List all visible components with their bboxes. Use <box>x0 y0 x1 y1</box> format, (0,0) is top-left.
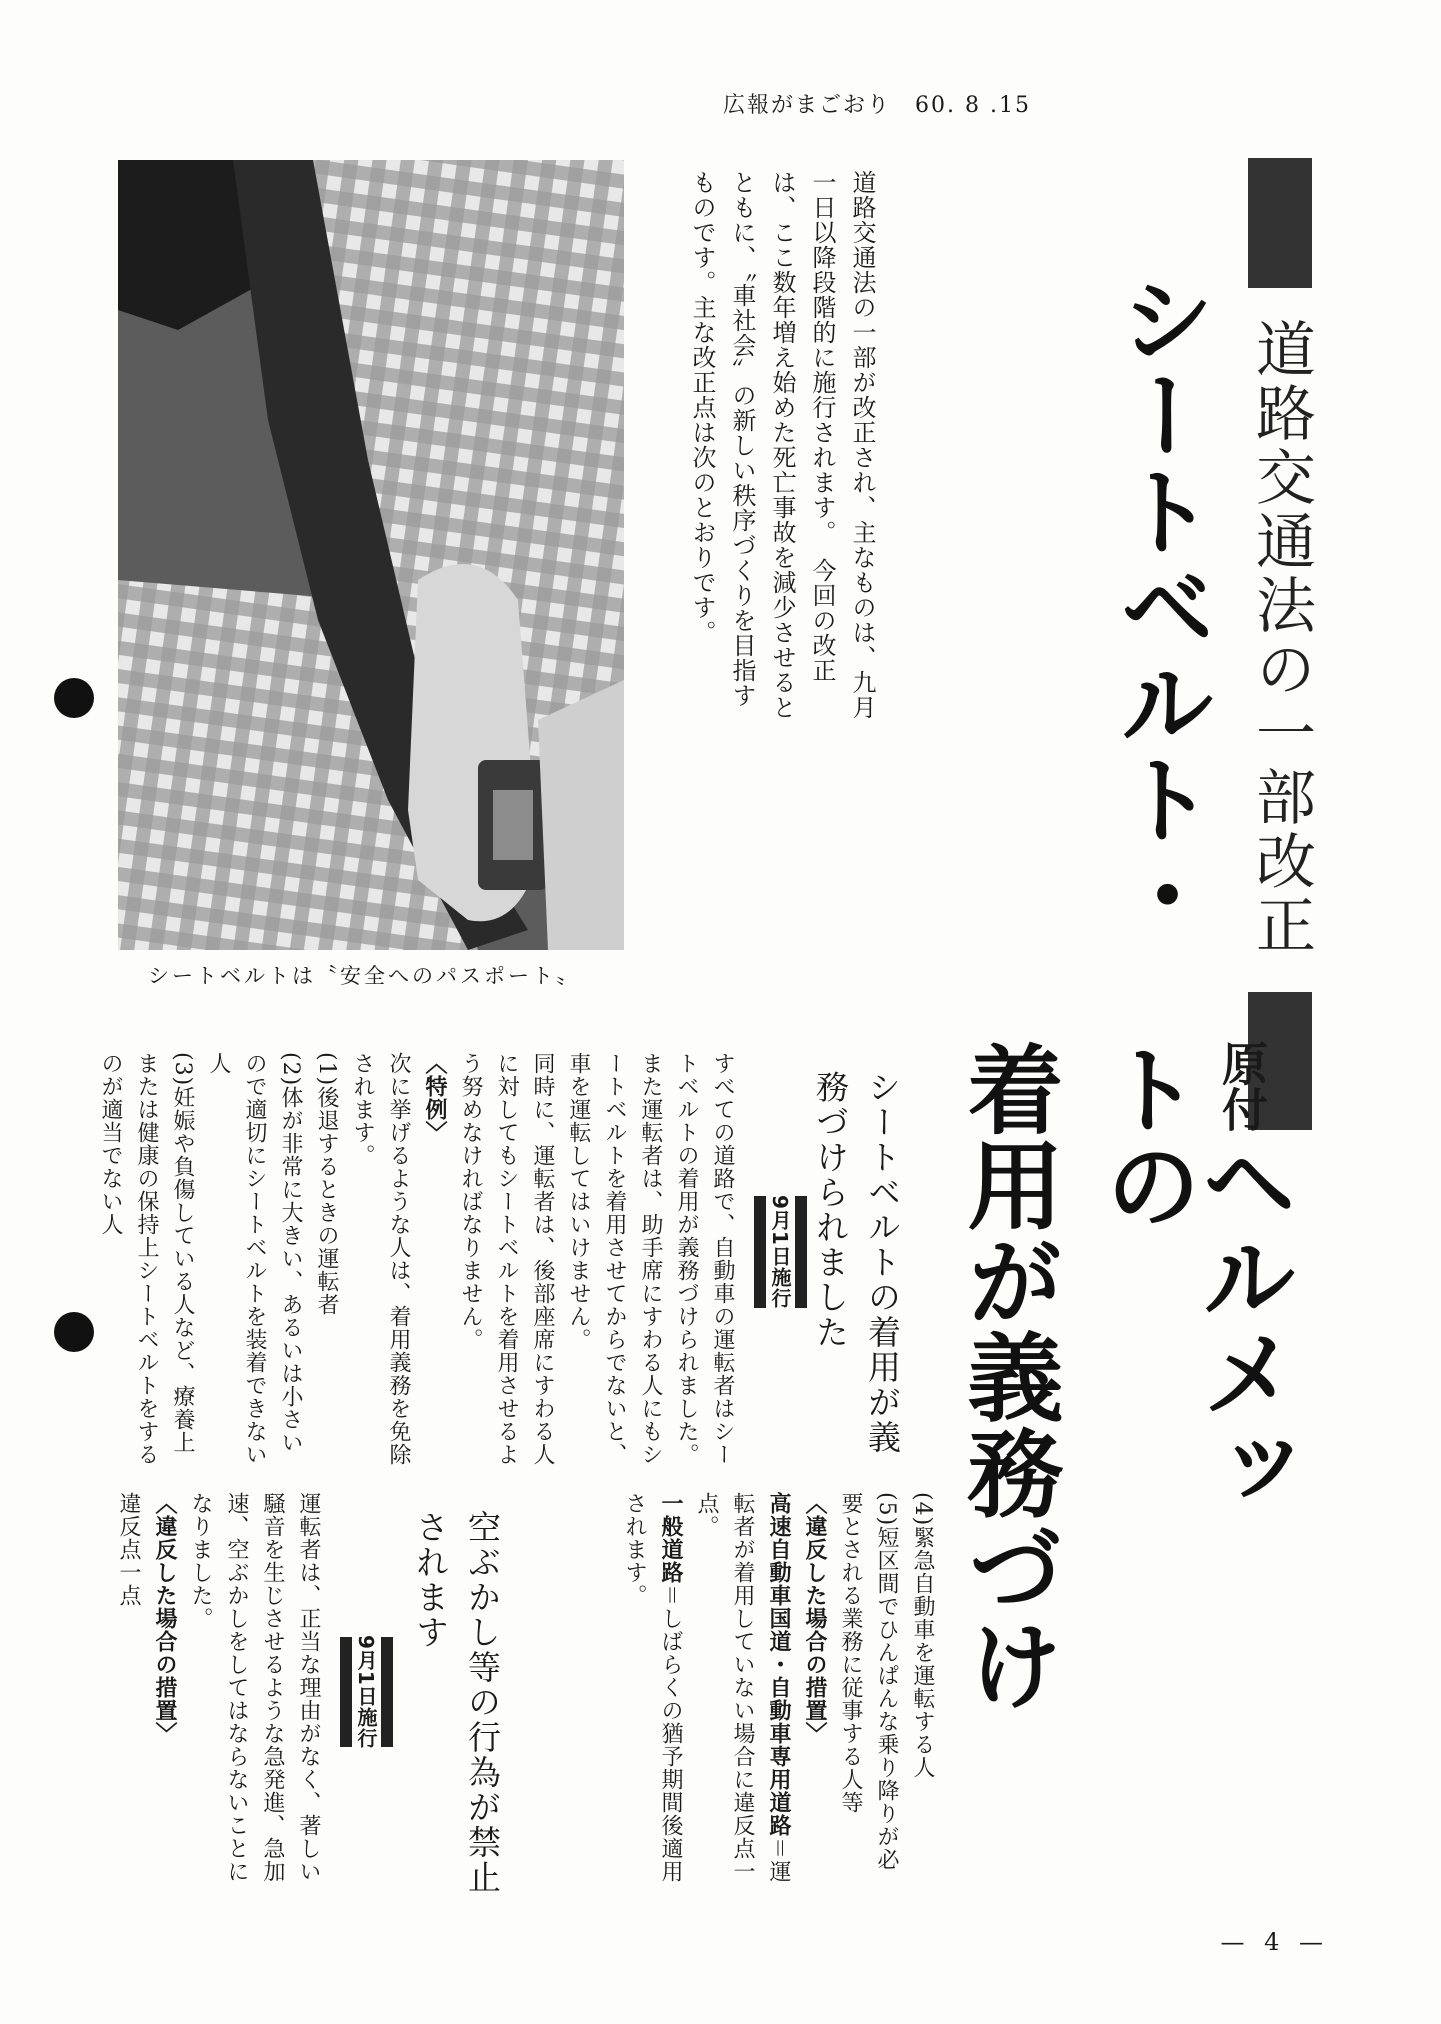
section2-violation: 違反点一点 <box>116 1492 141 1607</box>
section2-heading: 空ぶかし等の行為が禁止されます <box>411 1510 502 1895</box>
violation-heading: 〈違反した場合の措置〉 <box>802 1492 827 1745</box>
section2-date-label: 9月1日施行 <box>354 1635 378 1749</box>
title-line-2 <box>1090 1040 1298 1600</box>
section2-date-tag <box>340 1492 393 1892</box>
special-item-5: (5)短区間でひんぱんな乗り降りが必要とされる業務に従事する人等 <box>838 1492 899 1872</box>
violation-expressway-text: ＝運転者が着用していない場合に違反点一点。 <box>694 1492 791 1884</box>
special-intro: 次に挙げるような人は、着用義務を免除されます。 <box>350 1052 411 1466</box>
section1-para-1: すべての道路で、自動車の運転者はシートベルトの着用が義務づけられました。 <box>674 1052 735 1466</box>
page-number: — 4 — <box>1220 1928 1329 1956</box>
seatbelt-photo-image <box>118 160 624 950</box>
section1-date-label: 9月1日施行 <box>768 1195 792 1309</box>
special-item-3: (3)妊娠や負傷している人など、療養上または健康の保持上シートベルトをするのが適当でない人 <box>98 1052 195 1466</box>
tag-bar <box>381 1637 393 1747</box>
violation-general-label: 一般道路 <box>658 1492 683 1584</box>
title-subhead: 道路交通法の一部改正 <box>1246 318 1316 958</box>
special-item-4: (4)緊急自動車を運転する人 <box>910 1492 935 1780</box>
section2-violation-heading: 〈違反した場合の措置〉 <box>152 1492 177 1745</box>
issue-header: 広報がまごおり 60. 8 .15 <box>723 93 1031 118</box>
special-heading: 〈特例〉 <box>422 1052 447 1144</box>
title-line-2-small: 原付 <box>1215 1040 1269 1132</box>
section1-para-3: 同時に、運転者は、後部座席にすわる人に対してもシートベルトを着用させるよう努めなければなりません。 <box>458 1052 555 1466</box>
title-top-bar <box>1248 158 1312 288</box>
binding-hole-1 <box>54 678 94 718</box>
section1-para-2: また運転者は、助手席にすわる人にもシートベルトを着用させてからでないと、車を運転してはいけません。 <box>566 1052 663 1466</box>
section2-body <box>110 1492 326 1892</box>
section1-date-tag <box>754 1052 807 1452</box>
title-line-1: シートベルト・ <box>1104 270 1216 942</box>
tag-bar <box>754 1196 766 1308</box>
tag-bar <box>795 1196 807 1308</box>
seatbelt-photo <box>118 160 624 950</box>
section1-body-lower <box>520 1492 940 1892</box>
violation-general <box>616 1492 688 1892</box>
tag-bar <box>340 1637 352 1747</box>
special-item-1: (1)後退するときの運転者 <box>314 1052 339 1317</box>
violation-expressway-label: 高速自動車国道・自動車専用道路 <box>766 1492 791 1837</box>
violation-general-text: ＝しばらくの猶予期間後適用されます。 <box>622 1492 683 1884</box>
section2-para: 運転者は、正当な理由がなく、著しい騒音を生じさせるような急発進、急加速、空ぶかしをしてはならないことになりました。 <box>188 1492 321 1883</box>
section1-heading: シートベルトの着用が義務づけられました <box>811 1070 902 1455</box>
lead-paragraph: 道路交通法の一部が改正され、主なものは、九月一日以降段階的に施行されます。 今回の改正は、ここ数年増え始めた死亡事故を減少させるとともに、〝車社会〟の新しい秩序づくりを目指すものです。主な改正点は次のとおりです。 <box>688 170 876 720</box>
binding-hole-2 <box>54 1312 94 1352</box>
violation-expressway <box>688 1492 796 1892</box>
special-item-2: (2)体が非常に大きい、あるいは小さいので適切にシートベルトを装着できない人 <box>206 1052 303 1466</box>
title-line-3: 着用が義務づけ <box>952 1040 1064 1712</box>
section1-body <box>98 1052 740 1472</box>
title-line-2-main: ヘルメットの <box>1090 1040 1298 1516</box>
photo-caption: シートベルトは〝安全へのパスポート〟 <box>148 964 580 988</box>
